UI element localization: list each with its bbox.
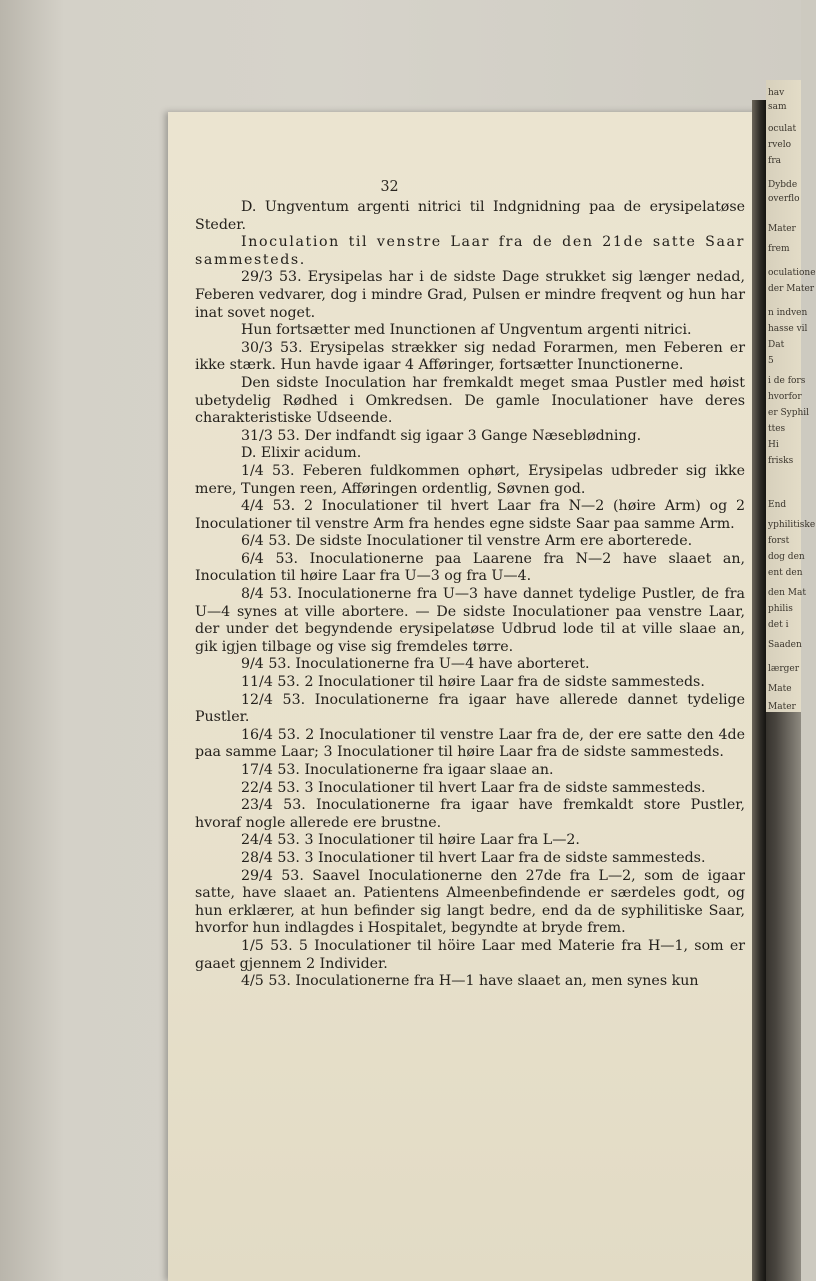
- paragraph: 16/4 53. 2 Inoculationer til venstre Laar fra de, der ere satte den 4de paa samme Laar; 3 Inoculationer til høire Laar fra de sidste sammesteds.: [195, 726, 745, 761]
- paragraph: 23/4 53. Inoculationerne fra igaar have fremkaldt store Pustler, hvoraf nogle allerede ere brustne.: [195, 797, 745, 831]
- paragraph: 17/4 53. Inoculationerne fra igaar slaae an.: [241, 762, 554, 778]
- paragraph: 12/4 53. Inoculationerne fra igaar have allerede dannet tydelige Pustler.: [195, 691, 745, 726]
- paragraph: Inoculation til venstre Laar fra de den 21de satte Saar sammesteds.: [195, 234, 745, 268]
- adjacent-page-fragment: yphilitiske: [768, 520, 816, 530]
- adjacent-page-fragment: Dat: [768, 340, 785, 350]
- page-number: 32: [380, 177, 399, 195]
- book-binding-shadow: [760, 712, 801, 1281]
- page-body: [195, 199, 745, 991]
- adjacent-page-fragment: hav: [768, 88, 785, 98]
- adjacent-page-fragment: 5: [768, 356, 774, 366]
- adjacent-page-fragment: lærger: [768, 664, 800, 674]
- book-spine: [752, 100, 766, 1281]
- paragraph: 11/4 53. 2 Inoculationer til høire Laar fra de sidste sammesteds.: [241, 674, 705, 691]
- paragraph: 29/4 53. Saavel Inoculationerne den 27de fra L—2, som de igaar satte, have slaaet an. Patientens Almeenbefindende er særdeles godt, og hun erklærer, at hun befinder sig langt bedre, end da de syphilitiske Saar, hvorfor hun indlagdes i Hospitalet, begyndte at bryde frem.: [195, 867, 745, 937]
- adjacent-page-fragment: er Syphil: [768, 408, 810, 418]
- adjacent-page-fragment: overflo: [768, 194, 800, 204]
- adjacent-page-fragment: Hi: [768, 440, 779, 450]
- adjacent-page-fragment: Mater: [768, 224, 796, 234]
- adjacent-page-fragment: Mate: [768, 684, 792, 694]
- paragraph: 4/5 53. Inoculationerne fra H—1 have slaaet an, men synes kun: [241, 973, 699, 990]
- paragraph: 28/4 53. 3 Inoculationer til hvert Laar fra de sidste sammesteds.: [241, 849, 706, 866]
- paragraph: 6/4 53. Inoculationerne paa Laarene fra N—2 have slaaet an, Inoculation til høire Laar fra U—3 og fra U—4.: [195, 550, 745, 585]
- paragraph: 29/3 53. Erysipelas har i de sidste Dage strukket sig længer nedad, Feberen vedvarer, dog i mindre Grad, Pulsen er mindre freqvent og hun har inat sovet noget.: [195, 269, 745, 321]
- paragraph: 24/4 53. 3 Inoculationer til høire Laar fra L—2.: [241, 832, 580, 849]
- paragraph: Den sidste Inoculation har fremkaldt meget smaa Pustler med høist ubetydelig Rødhed i Omkredsen. De gamle Inoculationer have deres charakteristiske Udseende.: [195, 374, 745, 427]
- adjacent-page-fragment: ttes: [768, 424, 786, 434]
- adjacent-page-fragment: frisks: [768, 456, 794, 466]
- paragraph: 31/3 53. Der indfandt sig igaar 3 Gange Næseblødning.: [241, 427, 642, 444]
- adjacent-page-fragment: oculat: [768, 124, 797, 134]
- adjacent-page-fragment: dog den: [768, 552, 805, 562]
- paragraph: 30/3 53. Erysipelas strækker sig nedad Forarmen, men Feberen er ikke stærk. Hun havde igaar 4 Afføringer, fortsætter Inunctionerne.: [195, 339, 745, 374]
- adjacent-page-fragment: n indven: [768, 308, 808, 318]
- adjacent-page-fragment: fra: [768, 156, 781, 166]
- adjacent-page-fragment: hvorfor: [768, 392, 802, 402]
- paragraph: D. Ungventum argenti nitrici til Indgnidning paa de erysipelatøse Steder.: [195, 199, 745, 233]
- paragraph: Hun fortsætter med Inunctionen af Ungventum argenti nitrici.: [241, 322, 692, 339]
- adjacent-page-fragment: End: [768, 500, 787, 510]
- paragraph: 9/4 53. Inoculationerne fra U—4 have aborteret.: [241, 656, 590, 673]
- paragraph: 8/4 53. Inoculationerne fra U—3 have dannet tydelige Pustler, de fra U—4 synes at ville abortere. — De sidste Inoculationer paa venstre Laar, der under det begyndende erysipelatøse Udbrud lode til at ville slaae an, gik igjen tilbage og vise sig fremdeles tørre.: [195, 586, 745, 655]
- adjacent-page-fragment: forst: [768, 536, 790, 546]
- paragraph: 1/5 53. 5 Inoculationer til höire Laar med Materie fra H—1, som er gaaet gjennem 2 Individer.: [195, 937, 745, 972]
- paragraph: 4/4 53. 2 Inoculationer til hvert Laar fra N—2 (høire Arm) og 2 Inoculationer til venstre Arm fra hendes egne sidste Saar paa samme Arm.: [195, 498, 745, 532]
- adjacent-page-fragment: i de fors: [768, 376, 806, 386]
- adjacent-page-fragment: rvelo: [768, 140, 792, 150]
- adjacent-page-fragment: ent den: [768, 568, 803, 578]
- adjacent-page-fragment: sam: [768, 102, 787, 112]
- paragraph: 22/4 53. 3 Inoculationer til hvert Laar fra de sidste sammesteds.: [241, 779, 706, 796]
- adjacent-page-fragment: frem: [768, 244, 790, 254]
- paragraph: 1/4 53. Feberen fuldkommen ophørt, Erysipelas udbreder sig ikke mere, Tungen reen, Afføringen ordentlig, Søvnen god.: [195, 462, 745, 497]
- adjacent-page-fragment: den Mat: [768, 588, 806, 598]
- adjacent-page-fragment: Dybde: [768, 180, 798, 190]
- paragraph: 6/4 53. De sidste Inoculationer til venstre Arm ere aborterede.: [241, 533, 693, 550]
- adjacent-page-fragment: oculatione: [768, 268, 816, 278]
- adjacent-page-fragment: hasse vil: [768, 324, 808, 334]
- paragraph: D. Elixir acidum.: [241, 445, 362, 462]
- adjacent-page-fragment: Saaden: [768, 640, 802, 650]
- adjacent-page-edge: [766, 80, 816, 720]
- adjacent-page-fragment: philis: [768, 604, 793, 614]
- adjacent-page-fragment: der Mater: [768, 284, 815, 294]
- adjacent-page-fragment: Mater: [768, 702, 796, 712]
- adjacent-page-fragment: det i: [768, 620, 789, 630]
